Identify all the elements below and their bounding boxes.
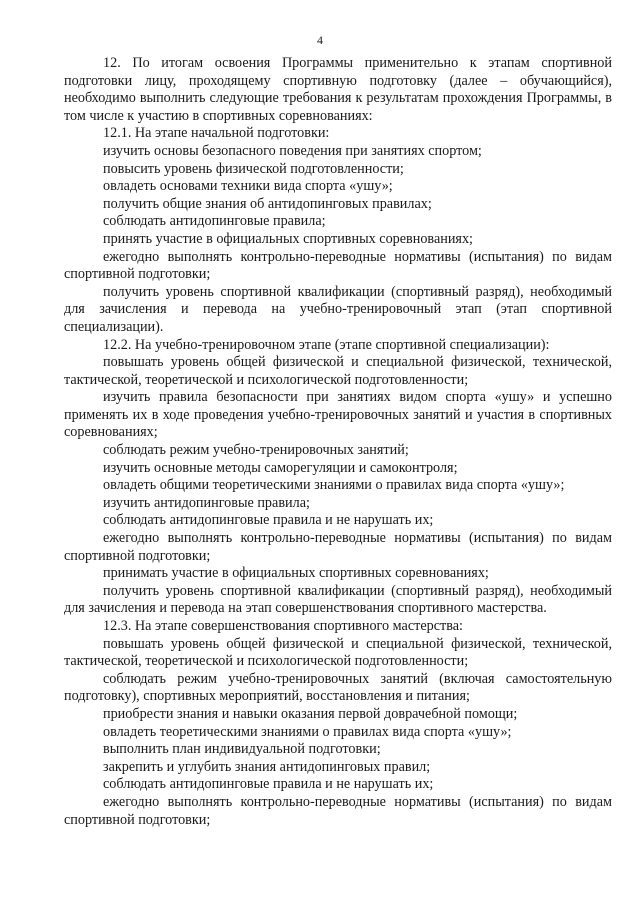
list-item: выполнить план индивидуальной подготовки; xyxy=(103,741,381,758)
list-item: соблюдать антидопинговые правила и не нарушать их; xyxy=(103,512,434,529)
list-item: ежегодно выполнять контрольно-переводные нормативы (испытания) по видам спортивной подготовки; xyxy=(64,248,612,283)
list-item: повышать уровень общей физической и специальной физической, технической, тактической, теоретической и психологической подготовленности; xyxy=(64,354,612,388)
list-item: соблюдать режим учебно-тренировочных занятий (включая самостоятельную подготовку), спортивных мероприятий, восстановления и питания; xyxy=(64,670,612,705)
paragraph-intro: 12. По итогам освоения Программы применительно к этапам спортивной подготовки лицу, проходящему спортивную подготовку (далее – обучающийся), необходимо выполнить следующие требования к результатам прохождения Программы, в том числе к участию в спортивных соревнованиях: xyxy=(64,55,612,124)
list-item: ежегодно выполнять контрольно-переводные нормативы (испытания) по видам спортивной подготовки; xyxy=(64,530,612,564)
heading-12-3: 12.3. На этапе совершенствования спортивного мастерства: xyxy=(103,618,463,634)
list-item: овладеть теоретическими знаниями о правилах вида спорта «ушу»; xyxy=(103,723,512,740)
list-item: принимать участие в официальных спортивных соревнованиях; xyxy=(103,565,489,582)
list-item: соблюдать антидопинговые правила и не нарушать их; xyxy=(103,776,434,793)
list-item: соблюдать режим учебно-тренировочных занятий; xyxy=(103,442,409,459)
list-item: изучить основные методы саморегуляции и самоконтроля; xyxy=(103,459,458,476)
list-item: получить уровень спортивной квалификации (спортивный разряд), необходимый для зачисления и перевода на этап совершенствования спортивного мастерства. xyxy=(64,582,612,617)
list-item: повышать уровень общей физической и специальной физической, технической, тактической, теоретической и психологической подготовленности; xyxy=(64,635,612,670)
list-item: повысить уровень физической подготовленности; xyxy=(103,160,404,177)
heading-12-1: 12.1. На этапе начальной подготовки: xyxy=(103,125,330,142)
list-item: закрепить и углубить знания антидопинговых правил; xyxy=(103,758,431,775)
list-item: соблюдать антидопинговые правила; xyxy=(103,213,326,230)
list-item: получить уровень спортивной квалификации (спортивный разряд), необходимый для зачисления и перевода на учебно-тренировочный этап (этап спортивной специализации). xyxy=(64,283,612,335)
list-item: изучить антидопинговые правила; xyxy=(103,494,310,511)
list-item: ежегодно выполнять контрольно-переводные нормативы (испытания) по видам спортивной подготовки; xyxy=(64,793,612,828)
document-body xyxy=(64,55,612,829)
list-item: приобрести знания и навыки оказания первой доврачебной помощи; xyxy=(103,705,518,722)
list-item: принять участие в официальных спортивных соревнованиях; xyxy=(103,230,473,247)
list-item: овладеть общими теоретическими знаниями о правилах вида спорта «ушу»; xyxy=(103,477,565,494)
heading-12-2: 12.2. На учебно-тренировочном этапе (этапе спортивной специализации): xyxy=(103,336,550,353)
list-item: овладеть основами техники вида спорта «ушу»; xyxy=(103,178,393,195)
list-item: изучить основы безопасного поведения при занятиях спортом; xyxy=(103,142,482,159)
list-item: изучить правила безопасности при занятиях видом спорта «ушу» и успешно применять их в ходе проведения учебно-тренировочных занятий и участия в спортивных соревнованиях; xyxy=(64,389,612,441)
page-number: 4 xyxy=(317,33,323,47)
list-item: получить общие знания об антидопинговых правилах; xyxy=(103,195,432,212)
